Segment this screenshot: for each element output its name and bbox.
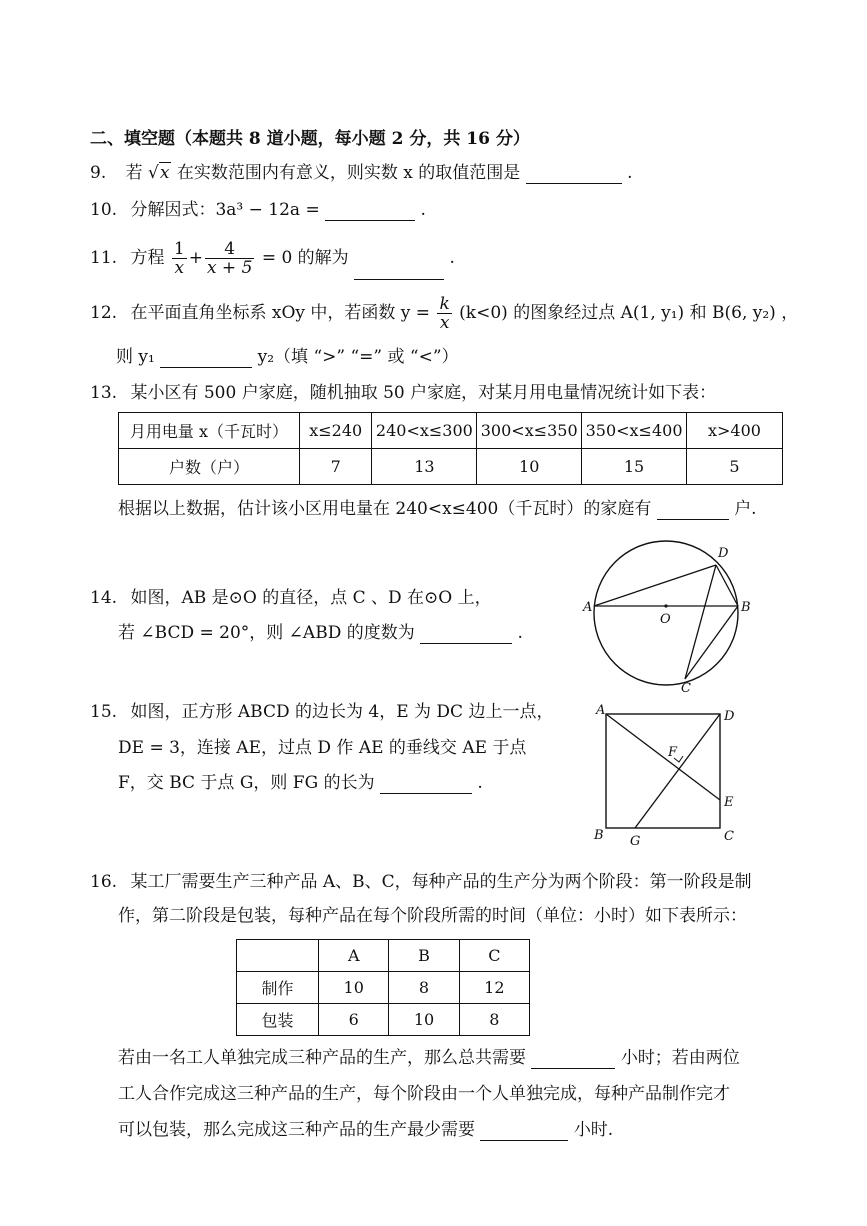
q15-line1: 如图，正方形 ABCD 的边长为 4，E 为 DC 边上一点，	[130, 702, 554, 722]
q9-post: 在实数范围内有意义，则实数 x 的取值范围是	[176, 163, 521, 183]
denominator: x + 5	[206, 258, 253, 278]
label-o: O	[660, 612, 671, 627]
denominator: x	[174, 258, 185, 278]
answer-blank[interactable]	[526, 165, 622, 184]
square-abcd	[606, 714, 720, 828]
q14-line1: 如图，AB 是⊙O 的直径，点 C 、D 在⊙O 上，	[130, 588, 492, 608]
numerator: 4	[205, 240, 254, 259]
q16-line1: 某工厂需要生产三种产品 A、B、C，每种产品的生产分为两个阶段：第一阶段是制	[130, 872, 752, 892]
question-16-line2: 作，第二阶段是包装，每种产品在每个阶段所需的时间（单位：小时）如下表所示：	[118, 906, 747, 926]
q16-after3-pre: 可以包装，那么完成这三种产品的生产最少需要	[118, 1120, 475, 1140]
question-11	[90, 236, 455, 280]
q15-line3-pre: F，交 BC 于点 G，则 FG 的长为	[118, 773, 375, 793]
question-13-after	[118, 498, 757, 520]
center-point	[664, 604, 667, 607]
segment-db	[716, 565, 738, 606]
circle-figure	[575, 535, 765, 695]
q11-pre: 方程	[130, 248, 165, 268]
q12-line1-post: (k<0) 的图象经过点 A(1, y₁) 和 B(6, y₂) ，	[459, 303, 799, 323]
label-b: B	[741, 600, 751, 615]
table-row	[119, 449, 783, 485]
answer-blank[interactable]	[160, 349, 252, 368]
table-cell: 8	[389, 972, 459, 1004]
q10-end: .	[420, 200, 426, 220]
table-cell: 15	[582, 449, 687, 485]
answer-blank[interactable]	[325, 202, 415, 221]
answer-blank[interactable]	[480, 1122, 568, 1141]
question-10	[90, 199, 426, 221]
square-figure	[588, 700, 748, 850]
q14-end: .	[517, 623, 523, 643]
question-12-line1	[90, 291, 798, 335]
fraction	[205, 240, 254, 277]
electricity-table	[118, 412, 783, 485]
q11-end: .	[449, 248, 455, 268]
label-f: F	[668, 745, 678, 760]
segment-ae	[606, 714, 720, 800]
label-a: A	[583, 600, 593, 615]
plus-sign: +	[188, 248, 203, 268]
fraction	[172, 240, 187, 277]
answer-blank[interactable]	[531, 1050, 615, 1069]
table-cell: 13	[372, 449, 477, 485]
label-e: E	[724, 795, 734, 810]
numerator: 1	[173, 239, 185, 259]
question-16-after3	[118, 1119, 613, 1141]
q14-line2-pre: 若 ∠BCD = 20°，则 ∠ABD 的度数为	[118, 623, 415, 643]
table-cell: B	[389, 940, 459, 972]
fraction	[437, 295, 451, 332]
q12-line2-pre: 则 y₁	[116, 347, 155, 367]
table-cell: x>400	[686, 413, 782, 449]
q12-line2-post: y₂（填 “>” “=” 或 “<”）	[257, 347, 459, 367]
q11-post: = 0 的解为	[261, 248, 349, 268]
table-cell: x≤240	[299, 413, 372, 449]
question-number: 9.	[90, 163, 107, 183]
question-14-line2	[118, 622, 523, 644]
question-number: 12.	[90, 303, 118, 323]
segment-ad	[594, 565, 716, 606]
table-row	[237, 1004, 530, 1036]
label-c: C	[724, 829, 734, 844]
segment-dc	[685, 565, 716, 679]
table-cell: 10	[389, 1004, 459, 1036]
table-cell: C	[459, 940, 529, 972]
table-cell: 7	[299, 449, 372, 485]
numerator: k	[439, 294, 450, 314]
label-a: A	[596, 703, 606, 718]
question-15-line1	[90, 701, 553, 723]
denominator: x	[439, 313, 450, 333]
q16-after3-post: 小时.	[573, 1120, 614, 1140]
label-d: D	[724, 709, 735, 724]
table-cell: 300<x≤350	[477, 413, 582, 449]
segment-dg	[635, 714, 720, 828]
table-header-row	[119, 413, 783, 449]
label-d: D	[718, 546, 729, 561]
q9-pre: 若	[125, 163, 143, 183]
production-table	[236, 939, 530, 1036]
question-16-after2: 工人合作完成这三种产品的生产，每个阶段由一个人单独完成，每种产品制作完才	[118, 1084, 730, 1104]
table-cell: 12	[459, 972, 529, 1004]
table-row	[237, 972, 530, 1004]
question-16-line1	[90, 871, 752, 893]
question-15-line3	[118, 772, 483, 794]
q15-end: .	[477, 773, 483, 793]
table-cell: 月用电量 x（千瓦时）	[119, 413, 300, 449]
question-14-line1	[90, 587, 492, 609]
table-cell: 8	[459, 1004, 529, 1036]
question-number: 14.	[90, 588, 118, 608]
question-number: 11.	[90, 248, 118, 268]
table-cell: 5	[686, 449, 782, 485]
q13-after-pre: 根据以上数据，估计该小区用电量在 240<x≤400（千瓦时）的家庭有	[118, 499, 652, 519]
q10-text: 分解因式：3a³ − 12a =	[130, 200, 320, 220]
answer-blank[interactable]	[380, 775, 472, 794]
label-g: G	[630, 834, 641, 849]
table-header-row	[237, 940, 530, 972]
label-b: B	[594, 828, 604, 843]
question-12-line2	[116, 346, 459, 368]
section-heading: 二、填空题（本题共 8 道小题，每小题 2 分，共 16 分）	[90, 129, 530, 149]
table-cell: 10	[319, 972, 389, 1004]
table-cell: 350<x≤400	[582, 413, 687, 449]
table-cell: A	[319, 940, 389, 972]
table-cell: 240<x≤300	[372, 413, 477, 449]
table-cell: 户数（户）	[119, 449, 300, 485]
table-cell: 包装	[237, 1004, 319, 1036]
answer-blank[interactable]	[420, 625, 512, 644]
label-c: C	[681, 681, 691, 695]
answer-blank[interactable]	[657, 501, 729, 520]
question-number: 13.	[90, 383, 118, 403]
q13-after-post: 户.	[734, 499, 757, 519]
q9-end: .	[627, 163, 633, 183]
question-number: 15.	[90, 702, 118, 722]
table-cell: 10	[477, 449, 582, 485]
table-cell: 6	[319, 1004, 389, 1036]
answer-blank[interactable]	[354, 261, 444, 280]
q16-after1-pre: 若由一名工人单独完成三种产品的生产，那么总共需要	[118, 1048, 526, 1068]
question-16-after1	[118, 1047, 740, 1069]
question-9	[90, 162, 633, 184]
question-15-line2: DE = 3，连接 AE，过点 D 作 AE 的垂线交 AE 于点	[118, 738, 527, 758]
sqrt-sign: √	[148, 163, 159, 183]
question-number: 10.	[90, 200, 118, 220]
q9-radicand: x	[159, 163, 170, 183]
question-13	[90, 382, 716, 404]
question-number: 16.	[90, 872, 118, 892]
q12-line1-pre: 在平面直角坐标系 xOy 中，若函数 y =	[130, 303, 431, 323]
q16-after1-post: 小时；若由两位	[620, 1048, 740, 1068]
table-cell: 制作	[237, 972, 319, 1004]
q13-text: 某小区有 500 户家庭，随机抽取 50 户家庭，对某月用电量情况统计如下表：	[130, 383, 717, 403]
table-cell	[237, 940, 319, 972]
